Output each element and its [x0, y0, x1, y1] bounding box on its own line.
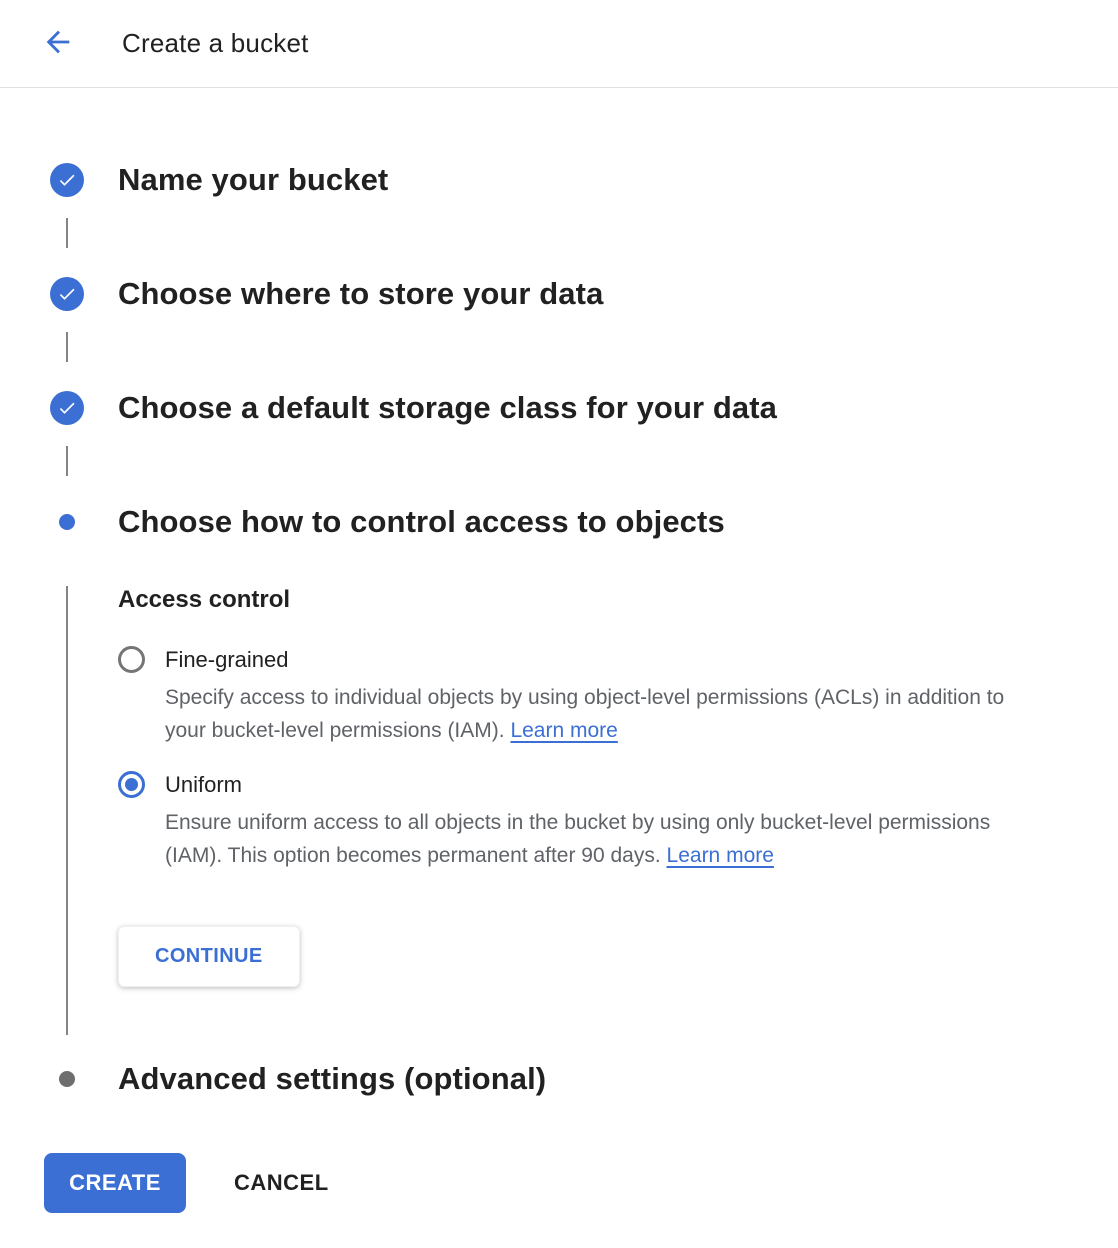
option-uniform [118, 771, 1118, 872]
step-connector [66, 446, 68, 476]
step-connector [66, 332, 68, 362]
footer-actions [44, 1153, 1118, 1213]
step-title: Name your bucket [118, 162, 389, 197]
description-text: Ensure uniform access to all objects in the bucket by using only bucket-level permissions (IAM). This option becomes permanent after 90 days. [165, 811, 991, 867]
step-title: Choose where to store your data [118, 276, 604, 311]
radio-label: Fine-grained [165, 646, 289, 672]
access-control-panel [66, 586, 1118, 1035]
step-advanced-settings[interactable] [0, 1061, 1118, 1097]
learn-more-link[interactable]: Learn more [510, 719, 618, 742]
pending-step-dot-icon [59, 1071, 75, 1087]
arrow-left-icon [41, 25, 75, 62]
check-circle-icon [50, 277, 84, 311]
header [0, 0, 1118, 88]
radio-label: Uniform [165, 771, 243, 797]
continue-button[interactable]: CONTINUE [118, 926, 300, 987]
fine-grained-radio-row[interactable] [118, 646, 1118, 673]
option-fine-grained [118, 646, 1118, 747]
option-description [165, 806, 1015, 872]
radio-button-checked-icon[interactable] [118, 771, 145, 798]
step-name-your-bucket[interactable] [0, 162, 1118, 198]
check-circle-icon [50, 163, 84, 197]
create-button[interactable]: CREATE [44, 1153, 186, 1213]
option-description [165, 681, 1015, 747]
access-control-heading: Access control [118, 586, 291, 613]
back-button[interactable] [36, 22, 80, 66]
step-choose-location[interactable] [0, 276, 1118, 312]
step-storage-class[interactable] [0, 390, 1118, 426]
step-title: Advanced settings (optional) [118, 1061, 547, 1096]
page-title: Create a bucket [122, 28, 309, 58]
step-connector [66, 218, 68, 248]
step-title: Choose a default storage class for your data [118, 390, 778, 425]
check-circle-icon [50, 391, 84, 425]
radio-button-unchecked-icon[interactable] [118, 646, 145, 673]
step-title: Choose how to control access to objects [118, 504, 725, 539]
active-step-dot-icon [59, 514, 75, 530]
description-text: Specify access to individual objects by using object-level permissions (ACLs) in addition to your bucket-level permissions (IAM). [165, 686, 1005, 742]
create-bucket-stepper [0, 88, 1118, 1097]
step-access-control[interactable] [0, 504, 1118, 540]
learn-more-link[interactable]: Learn more [666, 844, 774, 867]
uniform-radio-row[interactable] [118, 771, 1118, 798]
cancel-button[interactable]: CANCEL [234, 1170, 329, 1195]
